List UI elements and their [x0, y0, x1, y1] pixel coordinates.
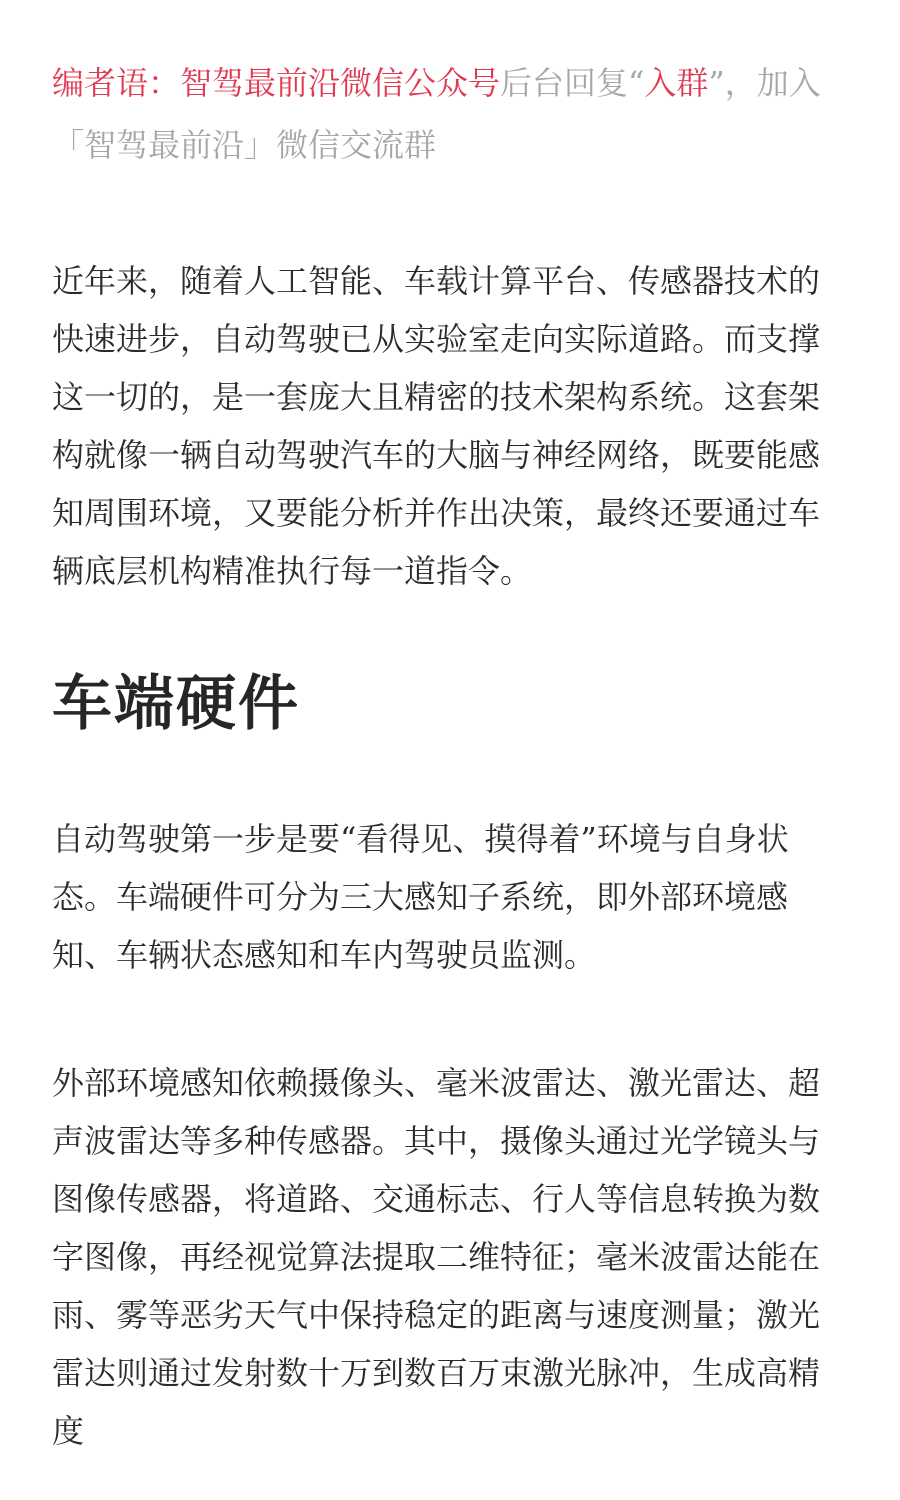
wechat-account-name: 智驾最前沿微信公众号: [180, 64, 501, 102]
intro-paragraph: 近年来，随着人工智能、车载计算平台、传感器技术的快速进步，自动驾驶已从实验室走向实际道路。而支撑这一切的，是一套庞大且精密的技术架构系统。这套架构就像一辆自动驾驶汽车的大脑与神经网络，既要能感知周围环境，又要能分析并作出决策，最终还要通过车辆底层机构精准执行每一道指令。: [52, 262, 821, 590]
editor-note: [52, 52, 848, 176]
editor-note-middle: 后台回复: [500, 64, 629, 102]
join-group-keyword: 入群: [644, 64, 709, 102]
section-paragraph-1: 自动驾驶第一步是要“看得见、摸得着”环境与自身状态。车端硬件可分为三大感知子系统，即外部环境感知、车辆状态感知和车内驾驶员监测。: [52, 820, 789, 974]
section-paragraph-2: 外部环境感知依赖摄像头、毫米波雷达、激光雷达、超声波雷达等多种传感器。其中，摄像头通过光学镜头与图像传感器，将道路、交通标志、行人等信息转换为数字图像，再经视觉算法提取二维特征；毫米波雷达能在雨、雾等恶劣天气中保持稳定的距离与速度测量；激光雷达则通过发射数十万到数百万束激光脉冲，生成高精度: [52, 1064, 821, 1450]
editor-note-prefix: 编者语：: [52, 64, 181, 102]
section-heading: 车端硬件: [52, 669, 300, 739]
quote-close: ”: [708, 64, 725, 102]
quote-open: “: [628, 64, 645, 102]
editor-note-suffix: ，加入「智驾最前沿」微信交流群: [52, 64, 821, 164]
